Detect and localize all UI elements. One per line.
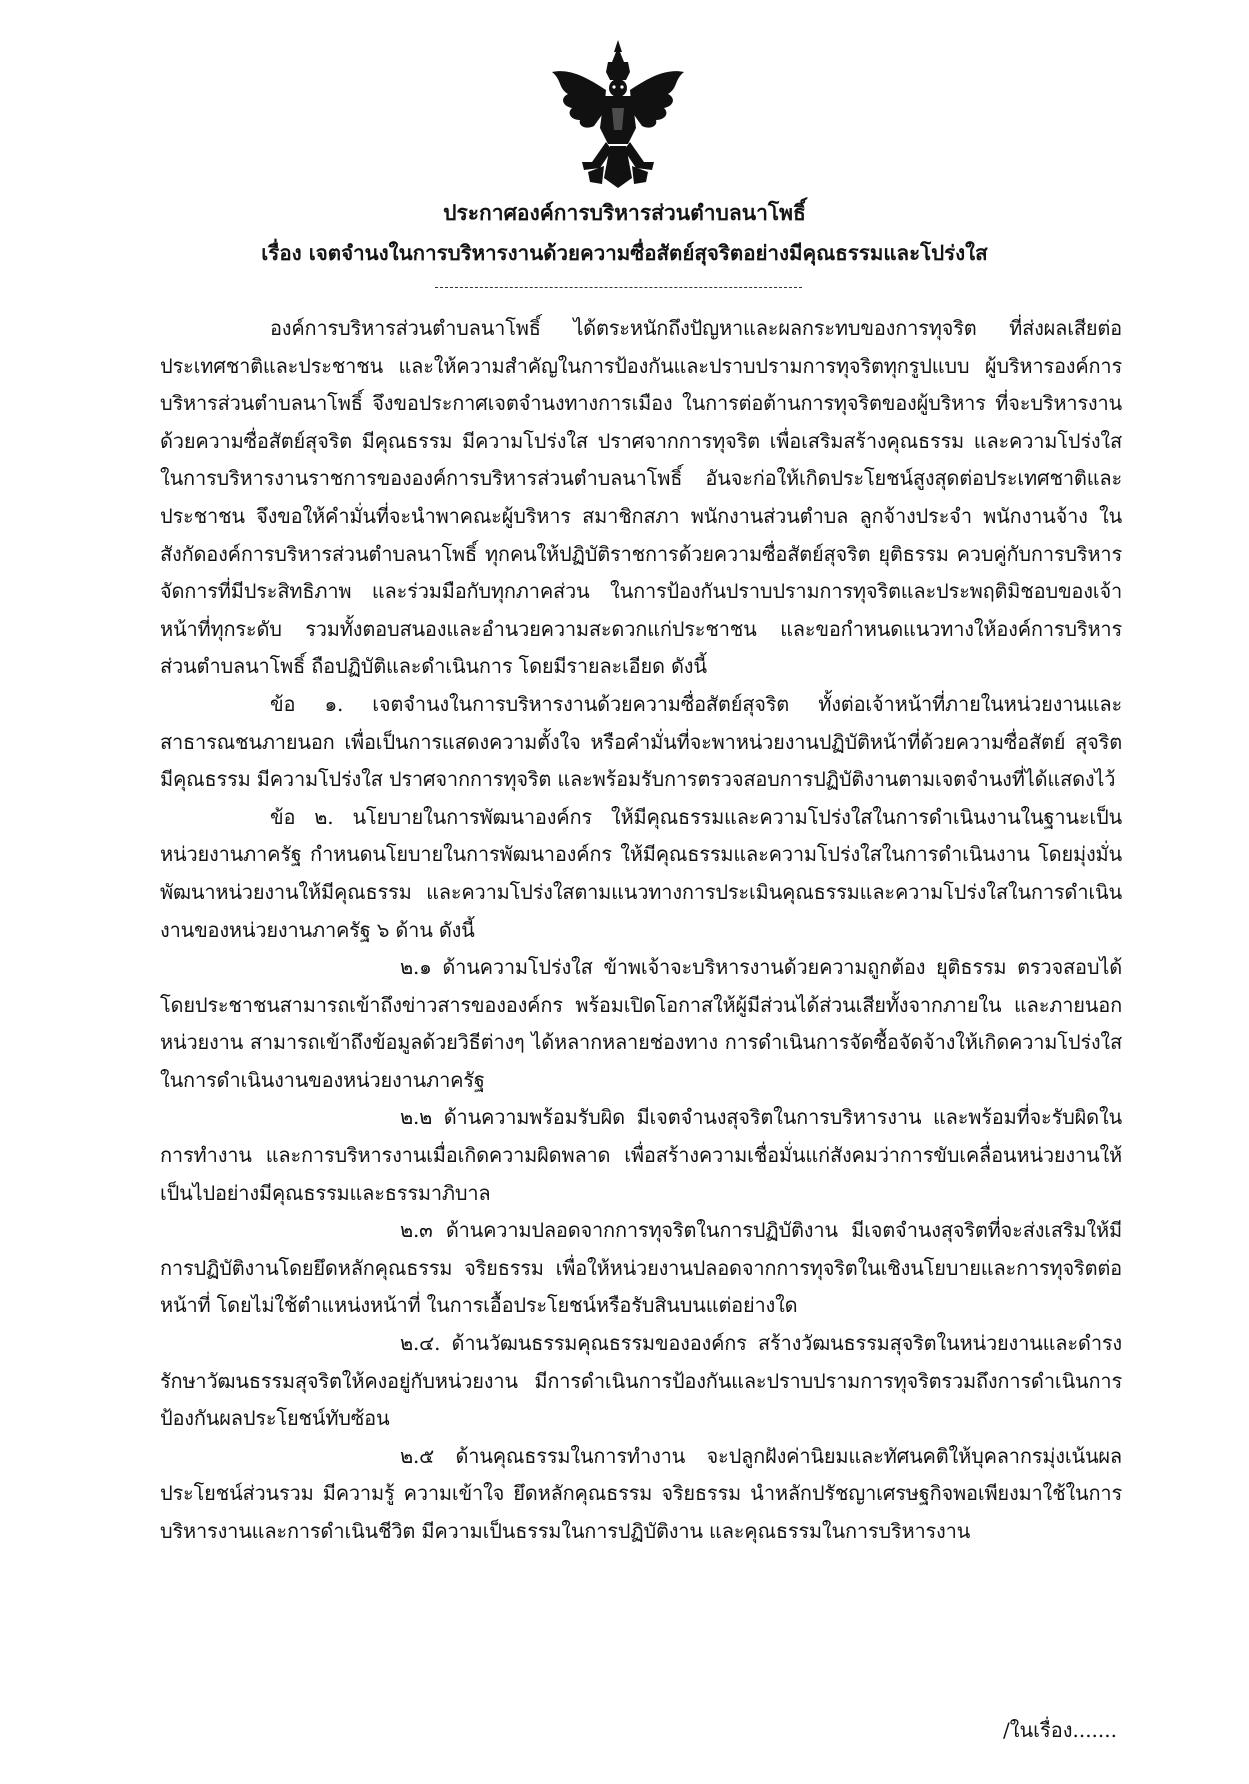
paragraph-item-2: ข้อ ๒. นโยบายในการพัฒนาองค์กร ให้มีคุณธรรมและความโปร่งใสในการดำเนินงานในฐานะเป็นหน่วยงานภาครัฐ กำหนดนโยบายในการพัฒนาองค์กร ให้มีคุณธรรมและความโปร่งใสในการดำเนินงาน โดยมุ่งมั่นพัฒนาหน่วยงานให้มีคุณธรรม และความโปร่งใสตามแนวทางการประเมินคุณธรรมและความโปร่งใสในการดำเนินงานของหน่วยงานภาครัฐ ๖ ด้าน ดังนี้: [160, 804, 1122, 942]
document-title: ประกาศองค์การบริหารส่วนตำบลนาโพธิ์: [443, 200, 806, 225]
document-subject: เรื่อง เจตจำนงในการบริหารงานด้วยความซื่อสัตย์สุจริตอย่างมีคุณธรรมและโปร่งใส: [261, 241, 988, 265]
document-body: [160, 310, 1122, 1551]
continuation-note: /ในเรื่อง.......: [1002, 1718, 1117, 1742]
garuda-emblem-icon: [548, 38, 688, 190]
paragraph-item-1: ข้อ ๑. เจตจำนงในการบริหารงานด้วยความซื่อสัตย์สุจริต ทั้งต่อเจ้าหน้าที่ภายในหน่วยงานและสาธารณชนภายนอก เพื่อเป็นการแสดงความตั้งใจ หรือคำมั่นที่จะพาหน่วยงานปฏิบัติหน้าที่ด้วยความซื่อสัตย์ สุจริต มีคุณธรรม มีความโปร่งใส ปราศจากการทุจริต และพร้อมรับการตรวจสอบการปฏิบัติงานตามเจตจำนงที่ได้แสดงไว้: [160, 691, 1122, 792]
paragraph-item-2-4: ๒.๔. ด้านวัฒนธรรมคุณธรรมขององค์กร สร้างวัฒนธรรมสุจริตในหน่วยงานและดำรงรักษาวัฒนธรรมสุจริตให้คงอยู่กับหน่วยงาน มีการดำเนินการป้องกันและปราบปรามการทุจริตรวมถึงการดำเนินการป้องกันผลประโยชน์ทับซ้อน: [160, 1331, 1122, 1431]
paragraph-intro: องค์การบริหารส่วนตำบลนาโพธิ์ ได้ตระหนักถึงปัญหาและผลกระทบของการทุจริต ที่ส่งผลเสียต่อประเทศชาติและประชาชน และให้ความสำคัญในการป้องกันและปราบปรามการทุจริตทุกรูปแบบ ผู้บริหารองค์การบริหารส่วนตำบลนาโพธิ์ จึงขอประกาศเจตจำนงทางการเมือง ในการต่อต้านการทุจริตของผู้บริหาร ที่จะบริหารงานด้วยความซื่อสัตย์สุจริต มีคุณธรรม มีความโปร่งใส ปราศจากการทุจริต เพื่อเสริมสร้างคุณธรรม และความโปร่งใสในการบริหารงานราชการขององค์การบริหารส่วนตำบลนาโพธิ์ อันจะก่อให้เกิดประโยชน์สูงสุดต่อประเทศชาติและประชาชน จึงขอให้คำมั่นที่จะนำพาคณะผู้บริหาร สมาชิกสภา พนักงานส่วนตำบล ลูกจ้างประจำ พนักงานจ้าง ในสังกัดองค์การบริหารส่วนตำบลนาโพธิ์ ทุกคนให้ปฏิบัติราชการด้วยความซื่อสัตย์สุจริต ยุติธรรม ควบคู่กับการบริหารจัดการที่มีประสิทธิภาพ และร่วมมือกับทุกภาคส่วน ในการป้องกันปราบปรามการทุจริตและประพฤติมิชอบของเจ้าหน้าที่ทุกระดับ รวมทั้งตอบสนองและอำนวยความสะดวกแก่ประชาชน และขอกำหนดแนวทางให้องค์การบริหารส่วนตำบลนาโพธิ์ ถือปฏิบัติและดำเนินการ โดยมีรายละเอียด ดังนี้: [160, 316, 1122, 679]
paragraph-item-2-2: ๒.๒ ด้านความพร้อมรับผิด มีเจตจำนงสุจริตในการบริหารงาน และพร้อมที่จะรับผิดในการทำงาน และการบริหารงานเมื่อเกิดความผิดพลาด เพื่อสร้างความเชื่อมั่นแก่สังคมว่าการขับเคลื่อนหน่วยงานให้เป็นไปอย่างมีคุณธรรมและธรรมาภิบาล: [160, 1105, 1122, 1205]
paragraph-item-2-1: ๒.๑ ด้านความโปร่งใส ข้าพเจ้าจะบริหารงานด้วยความถูกต้อง ยุติธรรม ตรวจสอบได้ โดยประชาชนสามารถเข้าถึงข่าวสารขององค์กร พร้อมเปิดโอกาสให้ผู้มีส่วนได้ส่วนเสียทั้งจากภายใน และภายนอกหน่วยงาน สามารถเข้าถึงข้อมูลด้วยวิธีต่างๆ ได้หลากหลายช่องทาง การดำเนินการจัดซื้อจัดจ้างให้เกิดความโปร่งใสในการดำเนินงานของหน่วยงานภาครัฐ: [160, 955, 1122, 1092]
paragraph-item-2-3: ๒.๓ ด้านความปลอดจากการทุจริตในการปฏิบัติงาน มีเจตจำนงสุจริตที่จะส่งเสริมให้มีการปฏิบัติงานโดยยึดหลักคุณธรรม จริยธรรม เพื่อให้หน่วยงานปลอดจากการทุจริตในเชิงนโยบายและการทุจริตต่อหน้าที่ โดยไม่ใช้ตำแหน่งหน้าที่ ในการเอื้อประโยชน์หรือรับสินบนแต่อย่างใด: [160, 1218, 1122, 1318]
title-divider: [435, 287, 802, 288]
paragraph-item-2-5: ๒.๕ ด้านคุณธรรมในการทำงาน จะปลูกฝังค่านิยมและทัศนคติให้บุคลากรมุ่งเน้นผลประโยชน์ส่วนรวม มีความรู้ ความเข้าใจ ยึดหลักคุณธรรม จริยธรรม นำหลักปรัชญาเศรษฐกิจพอเพียงมาใช้ในการบริหารงานและการดำเนินชีวิต มีความเป็นธรรมในการปฏิบัติงาน และคุณธรรมในการบริหารงาน: [160, 1443, 1122, 1543]
